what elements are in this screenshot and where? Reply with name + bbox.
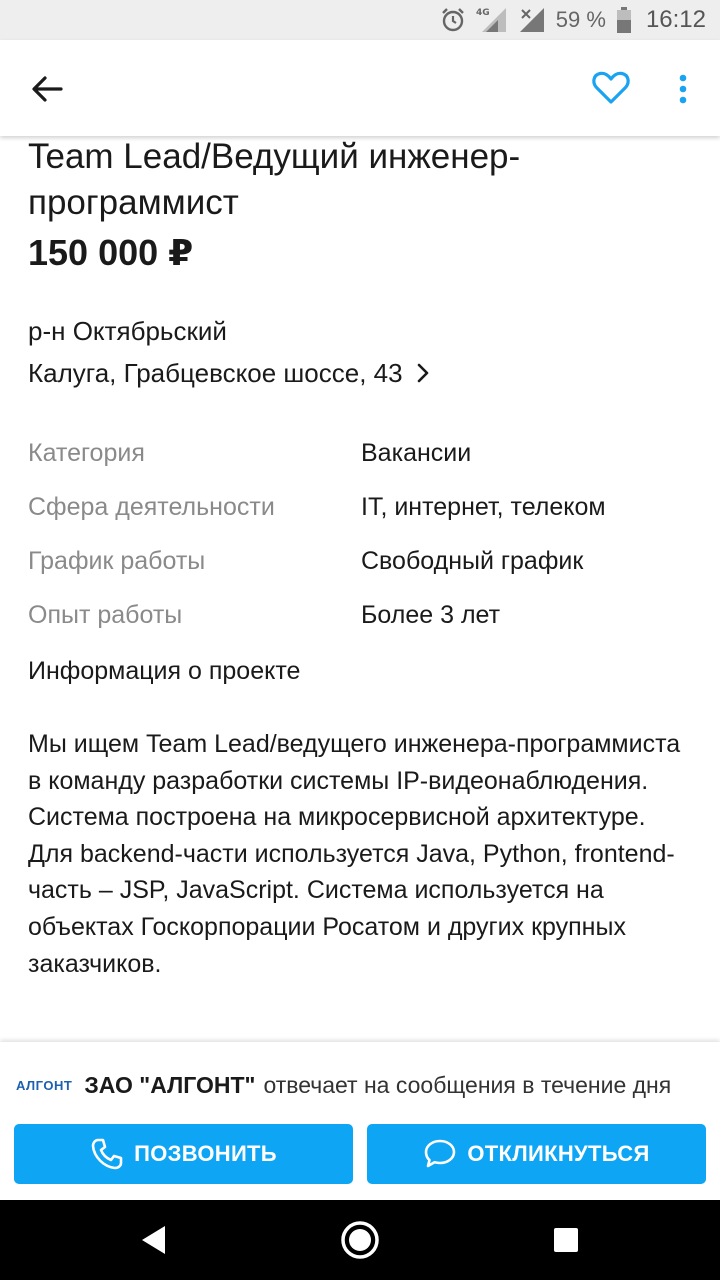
listing-title: Team Lead/Ведущий инженер-программист [28, 137, 521, 222]
listing-content [0, 136, 720, 1042]
alarm-icon [440, 7, 466, 33]
param-row [28, 588, 692, 642]
seller-logo: АЛГОНТ [16, 1078, 73, 1093]
battery-percent: 59 % [555, 7, 606, 32]
params-list [28, 426, 692, 642]
system-nav-bar [0, 1200, 720, 1280]
contact-panel [0, 1042, 720, 1200]
favorite-button[interactable] [590, 68, 632, 108]
nav-home-icon [340, 1220, 380, 1260]
back-arrow-icon [31, 75, 63, 103]
call-button[interactable] [14, 1124, 353, 1184]
status-clock: 16:12 [645, 6, 706, 33]
nav-recents-icon [552, 1226, 580, 1254]
listing-description: Мы ищем Team Lead/ведущего инженера-программиста в команду разработки системы IP-видеонаблюдения. Система построена на микросервисной архитектуре. Для backend-части используется Java, Python, frontend-часть – JSP, JavaScript. Система используется на объектах Госкорпорации Росатом и других крупных заказчиков. [28, 730, 681, 978]
back-button[interactable] [26, 68, 68, 110]
param-label: Категория [28, 438, 145, 467]
param-label: Опыт работы [28, 600, 183, 629]
app-bar [0, 40, 720, 136]
chevron-right-icon [417, 363, 429, 383]
listing-district: р-н Октябрьский [28, 316, 227, 346]
nav-back-button[interactable] [130, 1216, 178, 1264]
network-label: 4G [475, 8, 490, 18]
param-row [28, 480, 692, 534]
call-button-label: ПОЗВОНИТЬ [134, 1141, 277, 1166]
param-value: Более 3 лет [361, 600, 501, 629]
section-title: Информация о проекте [28, 657, 301, 685]
more-vertical-icon [678, 74, 688, 104]
signal-4g-icon [476, 6, 508, 34]
chat-bubble-icon [423, 1138, 457, 1170]
seller-info[interactable] [16, 1072, 671, 1099]
seller-name: ЗАО "АЛГОНТ" [84, 1072, 256, 1098]
param-label: График работы [28, 546, 206, 575]
param-value: IT, интернет, телеком [361, 492, 606, 521]
nav-recents-button[interactable] [542, 1216, 590, 1264]
address-text: Калуга, Грабцевское шоссе, 43 [28, 358, 403, 388]
more-options-button[interactable] [668, 68, 698, 110]
param-value: Свободный график [361, 546, 584, 575]
param-row [28, 426, 692, 480]
phone-icon [90, 1137, 124, 1171]
signal-icon [518, 6, 546, 34]
status-bar [0, 0, 720, 40]
nav-home-button[interactable] [336, 1216, 384, 1264]
address-link[interactable] [28, 356, 692, 390]
param-label: Сфера деятельности [28, 492, 275, 521]
reply-button-label: ОТКЛИКНУТЬСЯ [467, 1141, 650, 1166]
heart-icon [592, 71, 630, 105]
listing-price: 150 000 ₽ [28, 232, 194, 273]
param-row [28, 534, 692, 588]
param-value: Вакансии [361, 438, 472, 467]
reply-button[interactable] [367, 1124, 706, 1184]
battery-icon [616, 6, 632, 34]
seller-response-time: отвечает на сообщения в течение дня [263, 1072, 672, 1098]
nav-back-icon [139, 1224, 169, 1256]
